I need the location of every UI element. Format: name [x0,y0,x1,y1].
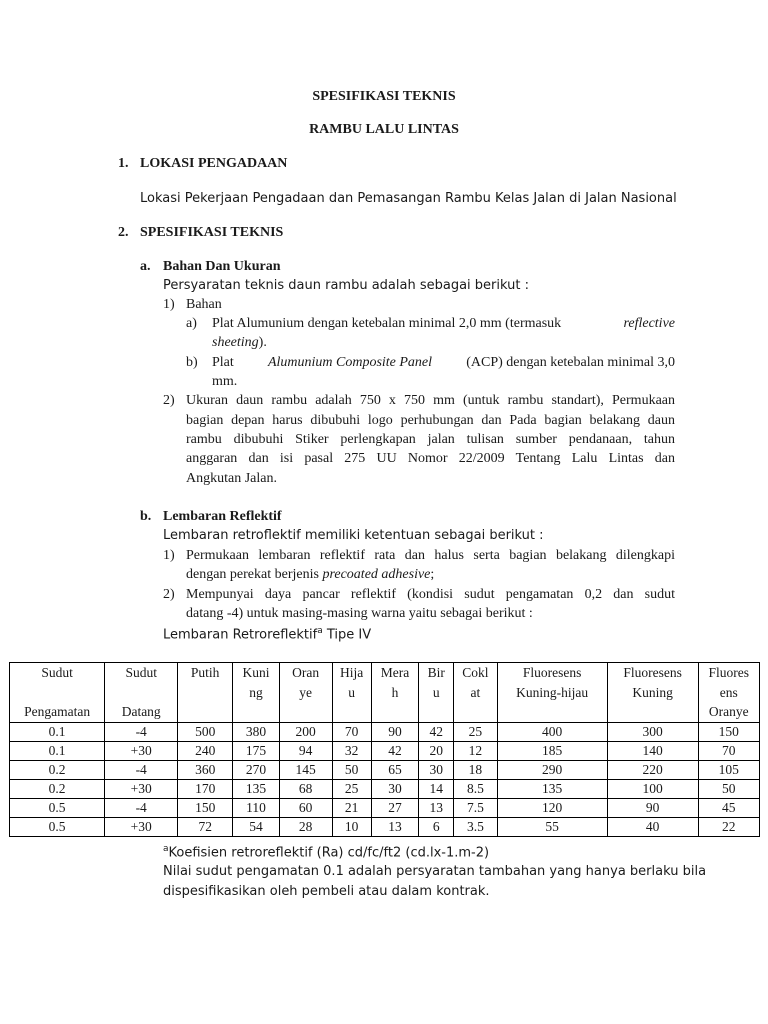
sub-a-line1 [212,316,675,332]
table-cell: 45 [698,799,759,818]
table-cell: 25 [454,723,497,742]
item-a2-line2: bagian depan harus dibubuhi logo perhubungan dan Pada bagian belakang daun [186,413,675,428]
table-cell: 145 [279,761,332,780]
header-fluoresens-oranye [698,663,759,723]
section1-title: LOKASI PENGADAAN [140,156,288,171]
table-cell: 0.5 [10,799,105,818]
table-caption [163,626,371,642]
table-cell: 500 [178,723,233,742]
table-cell: 13 [419,799,454,818]
footnote-text: Koefisien retroreflektif (Ra) cd/fc/ft2 (cd.lx-1.m-2) [168,845,490,861]
header-text: Sudut [125,665,157,680]
table-cell: 32 [332,742,371,761]
header-text: Bir [427,665,445,680]
header-text: Datang [121,703,161,719]
table-cell: 18 [454,761,497,780]
item-b1-line2-pre: dengan perekat berjenis [186,567,319,582]
table-cell: 13 [371,818,419,837]
note-line1: Nilai sudut pengamatan 0.1 adalah persyaratan tambahan yang hanya berlaku bila [163,864,707,879]
header-text: Cokl [462,665,489,680]
header-merah [371,663,419,723]
table-cell: 6 [419,818,454,837]
table-cell: 150 [698,723,759,742]
table-cell: 25 [332,780,371,799]
subsection-a-intro: Persyaratan teknis daun rambu adalah sebagai berikut : [163,278,529,293]
table-row [10,799,760,818]
table-cell: 200 [279,723,332,742]
item-a2-line5: Angkutan Jalan. [186,471,277,486]
table-cell: 0.2 [10,761,105,780]
table-cell: 90 [607,799,698,818]
sub-b-post: (ACP) dengan ketebalan minimal 3,0 [466,355,675,370]
header-hijau [332,663,371,723]
table-cell: 110 [233,799,280,818]
table-cell: 55 [497,818,607,837]
document-title: SPESIFIKASI TEKNIS [312,89,456,104]
table-cell: 0.1 [10,723,105,742]
table-cell: 30 [419,761,454,780]
sub-b-line1 [212,355,675,371]
item-a2-line1: Ukuran daun rambu adalah 750 x 750 mm (untuk rambu standart), Permukaan [186,393,675,408]
item-a2-line4: anggaran dan isi pasal 275 UU Nomor 22/2009 Tentang Lalu Lintas dan [186,451,675,466]
section2-number: 2. [118,225,129,240]
table-row [10,742,760,761]
table-caption-sup: a [317,626,323,636]
table-cell: 72 [178,818,233,837]
table-cell: 170 [178,780,233,799]
item-a1-label: Bahan [186,297,222,312]
table-row [10,818,760,837]
table-cell: 360 [178,761,233,780]
subsection-b-title-text: Lembaran Reflektif [163,509,282,524]
table-cell: 175 [233,742,280,761]
table-cell: 21 [332,799,371,818]
table-cell: 400 [497,723,607,742]
header-text: Kuning-hijau [516,684,589,700]
header-text: Mera [380,665,410,680]
item-b1-line2 [186,567,434,583]
table-cell: 300 [607,723,698,742]
document-subtitle: RAMBU LALU LINTAS [309,122,459,137]
table-cell: 30 [371,780,419,799]
header-coklat [454,663,497,723]
table-cell: 94 [279,742,332,761]
table-cell: +30 [105,780,178,799]
table-cell: 380 [233,723,280,742]
table-cell: -4 [105,723,178,742]
table-cell: 185 [497,742,607,761]
header-text: ens [719,684,738,700]
table-cell: 27 [371,799,419,818]
table-caption-post: Tipe IV [322,627,372,643]
header-text: Sudut [41,665,73,680]
sub-b-marker: b) [186,355,198,370]
header-text: at [470,684,481,700]
header-sudut-pengamatan [10,663,105,723]
sub-a-end: ). [258,335,267,350]
table-caption-text: Lembaran Retroreflektif [163,627,318,643]
table-cell: 8.5 [454,780,497,799]
table-cell: 22 [698,818,759,837]
table-cell: 0.1 [10,742,105,761]
footnote-sup: a [163,844,169,854]
sub-b-line2: mm. [212,374,238,389]
header-text: Fluoresens [623,665,682,680]
sub-a-text: Plat Alumunium dengan ketebalan minimal 2,0 mm (termasuk [212,316,562,331]
header-text: Kuning [632,684,673,700]
footnote [163,844,489,860]
section2-title: SPESIFIKASI TEKNIS [140,225,284,240]
sub-a-line2 [212,335,267,351]
note-line2: dispesifikasikan oleh pembeli atau dalam kontrak. [163,884,490,899]
table-row [10,723,760,742]
table-cell: 135 [233,780,280,799]
table-cell: 50 [698,780,759,799]
item-a2-line3: rambu dibubuhi Stiker perlengkapan jalan tulisan sumber pendanaan, tahun [186,432,675,447]
item-a1-marker: 1) [163,297,175,312]
subsection-b-title [163,509,282,525]
table-cell: 68 [279,780,332,799]
retroreflective-table [9,662,760,837]
table-row [10,761,760,780]
table-cell: 105 [698,761,759,780]
item-b2-line1: Mempunyai daya pancar reflektif (kondisi sudut pengamatan 0,2 dan sudut [186,587,675,602]
section1-text: Lokasi Pekerjaan Pengadaan dan Pemasangan Rambu Kelas Jalan di Jalan Nasional [140,191,677,206]
table-cell: 65 [371,761,419,780]
table-cell: 54 [233,818,280,837]
header-text: u [432,684,440,700]
table-cell: 270 [233,761,280,780]
table-body [10,723,760,837]
header-text: Kuni [242,665,270,680]
sub-a-marker: a) [186,316,197,331]
item-a2-marker: 2) [163,393,175,408]
header-text: ng [249,684,263,700]
sub-a-italic1: reflective [623,316,675,331]
table-cell: 0.5 [10,818,105,837]
table-cell: 240 [178,742,233,761]
table-row [10,780,760,799]
table-cell: +30 [105,818,178,837]
table-cell: 28 [279,818,332,837]
table-cell: 50 [332,761,371,780]
table-cell: 70 [698,742,759,761]
section1-number: 1. [118,156,129,171]
sub-b-italic: Alumunium Composite Panel [267,355,433,370]
header-sudut-datang [105,663,178,723]
table-cell: -4 [105,799,178,818]
header-text: Pengamatan [24,703,91,719]
item-b1-line2-post: ; [430,567,435,582]
sub-b-pre: Plat [212,355,234,370]
header-text: Oranye [708,704,749,719]
header-biru [419,663,454,723]
table-cell: 42 [371,742,419,761]
header-text: Oran [292,665,320,680]
table-cell: 70 [332,723,371,742]
table-cell: 7.5 [454,799,497,818]
sub-a-italic2: sheeting [212,335,259,350]
table-cell: 14 [419,780,454,799]
header-putih [178,663,233,723]
item-b1-line2-italic: precoated adhesive [322,567,431,582]
header-text: ye [299,684,313,700]
header-text: Fluoresens [522,665,582,680]
header-fluoresens-kuning-hijau [497,663,607,723]
table-cell: +30 [105,742,178,761]
table-cell: 40 [607,818,698,837]
header-text: Putih [190,665,220,680]
subsection-b-intro: Lembaran retroflektif memiliki ketentuan sebagai berikut : [163,528,544,543]
table-cell: 42 [419,723,454,742]
table-cell: 120 [497,799,607,818]
table-cell: 150 [178,799,233,818]
table-cell: -4 [105,761,178,780]
header-oranye [279,663,332,723]
table-cell: 100 [607,780,698,799]
table-cell: 90 [371,723,419,742]
header-text: Hija [340,665,364,680]
header-text: h [391,684,399,700]
subsection-b-marker: b. [140,509,152,524]
table-cell: 3.5 [454,818,497,837]
header-text: u [348,684,356,700]
item-b2-marker: 2) [163,587,175,602]
table-cell: 290 [497,761,607,780]
subsection-a-title: Bahan Dan Ukuran [163,259,281,274]
item-b2-line2: datang -4) untuk masing-masing warna yaitu sebagai berikut : [186,606,533,621]
header-fluoresens-kuning [607,663,698,723]
subsection-a-marker: a. [140,259,151,274]
header-text: Fluores [708,665,750,680]
table-cell: 220 [607,761,698,780]
table-cell: 140 [607,742,698,761]
item-b1-marker: 1) [163,548,175,563]
header-kuning [233,663,280,723]
table-cell: 60 [279,799,332,818]
item-b1-line1: Permukaan lembaran reflektif rata dan halus serta bagian belakang dilengkapi [186,548,675,563]
table-cell: 0.2 [10,780,105,799]
table-cell: 12 [454,742,497,761]
table-cell: 135 [497,780,607,799]
table-cell: 20 [419,742,454,761]
table-cell: 10 [332,818,371,837]
table-header-row [10,663,760,723]
